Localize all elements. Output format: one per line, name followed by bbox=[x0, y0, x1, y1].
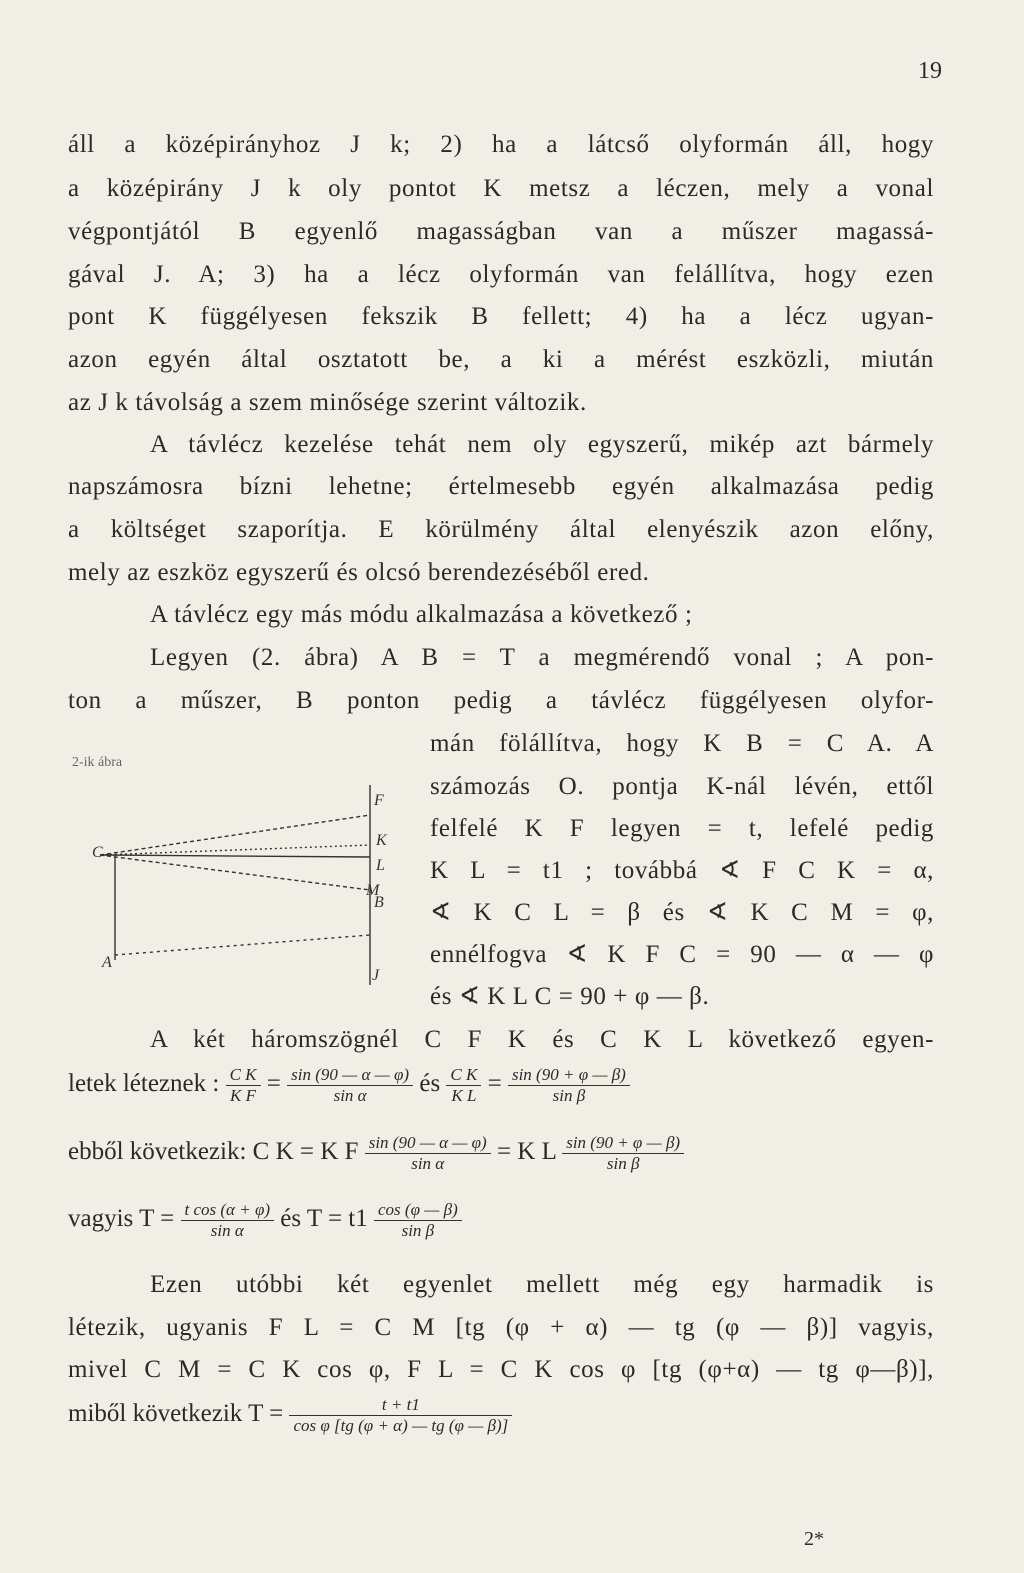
label-M: M bbox=[366, 882, 380, 899]
text-line: végpontjától B egyenlő magasságban van a műszer magassá- bbox=[68, 218, 934, 245]
text-line: ton a műszer, B ponton pedig a távlécz függélyesen olyfor- bbox=[68, 687, 934, 714]
sight-line-lower bbox=[100, 855, 370, 890]
equation-4: miből következik T = $\frac{t + t1}{\text{cos φ [tg (φ + α) — tg (φ — β)]}}$ bbox=[68, 1395, 512, 1436]
text-line: Legyen (2. ábra) A B = T a megmérendő vonal ; A pon- bbox=[150, 644, 934, 671]
text-line: és ∢ K L C = 90 + φ — β. bbox=[430, 983, 710, 1010]
sight-line-upper bbox=[100, 815, 370, 855]
equation-2: ebből következik: C K = K F $\frac{\sin (90 — \alpha — \varphi)}{\text{sin α}}$ = K L $\frac{\sin (90 + \varphi — \beta)}{\text{sin β}}$ bbox=[68, 1133, 684, 1174]
text-line: A két háromszögnél C F K és C K L következő egyen- bbox=[150, 1026, 934, 1053]
text-line: létezik, ugyanis F L = C M [tg (φ + α) — tg (φ — β)] vagyis, bbox=[68, 1314, 934, 1341]
text-line: mán fölállítva, hogy K B = C A. A bbox=[430, 730, 934, 757]
text-line: K L = t1 ; továbbá ∢ F C K = α, bbox=[430, 857, 934, 884]
sight-line-middle bbox=[100, 855, 370, 857]
ground-line bbox=[115, 935, 370, 955]
text-line: számozás O. pontja K-nál lévén, ettől bbox=[430, 773, 934, 800]
text-line: ∢ K C L = β és ∢ K C M = φ, bbox=[430, 899, 934, 926]
text-line: ennélfogva ∢ K F C = 90 — α — φ bbox=[430, 941, 934, 968]
text-line: A távlécz kezelése tehát nem oly egyszerű, mikép azt bármely bbox=[150, 431, 934, 458]
label-K: K bbox=[376, 832, 387, 849]
label-L: L bbox=[376, 857, 385, 874]
equation-3: vagyis T = $\frac{\text{t cos (α + φ)}}{\text{sin α}}$ és T = t1 $\frac{\cos (\varphi — \beta)}{\text{sin β}}$ bbox=[68, 1200, 462, 1241]
equation-1: letek léteznek : $\frac{\text{C K}}{\text{K F}}$ = $\frac{\sin (90 — \alpha — \varphi)}{\text{sin α}}$ és $\frac{\text{C K}}{\text{K L}}$ = $\frac{\sin (90 + \varphi — \beta)}{\text{sin β}}$ bbox=[68, 1065, 630, 1106]
signature-mark: 2* bbox=[804, 1528, 824, 1550]
text-line: felfelé K F legyen = t, lefelé pedig bbox=[430, 815, 934, 842]
text-line: mely az eszköz egyszerű és olcsó berendezéséből ered. bbox=[68, 559, 650, 586]
text-line: napszámosra bízni lehetne; értelmesebb egyén alkalmazása pedig bbox=[68, 473, 934, 500]
label-C: C bbox=[92, 844, 103, 861]
label-F: F bbox=[374, 792, 384, 809]
text-line: gával J. A; 3) ha a lécz olyformán van felállítva, hogy ezen bbox=[68, 261, 934, 288]
text-line: pont K függélyesen fekszik B fellett; 4) ha a lécz ugyan- bbox=[68, 303, 934, 330]
figure-caption: 2-ik ábra bbox=[72, 755, 123, 770]
label-A: A bbox=[102, 954, 112, 971]
label-J: J bbox=[372, 967, 380, 984]
text-line: A távlécz egy más módu alkalmazása a következő ; bbox=[150, 601, 693, 628]
text-line: Ezen utóbbi két egyenlet mellett még egy harmadik is bbox=[150, 1271, 934, 1298]
figure-2-diagram bbox=[70, 745, 418, 995]
label-B: B bbox=[374, 894, 384, 911]
text-line: azon egyén által osztatott be, a ki a mérést eszközli, miután bbox=[68, 346, 934, 373]
text-line: a költséget szaporítja. E körülmény által elenyészik azon előny, bbox=[68, 516, 934, 543]
text-line: mivel C M = C K cos φ, F L = C K cos φ [tg (φ+α) — tg φ—β)], bbox=[68, 1356, 934, 1383]
text-line: áll a középirányhoz J k; 2) ha a látcső olyformán áll, hogy bbox=[68, 131, 934, 158]
text-line: a középirány J k oly pontot K metsz a léczen, mely a vonal bbox=[68, 175, 934, 202]
text-line: az J k távolság a szem minősége szerint változik. bbox=[68, 389, 587, 416]
page-number: 19 bbox=[918, 58, 942, 84]
